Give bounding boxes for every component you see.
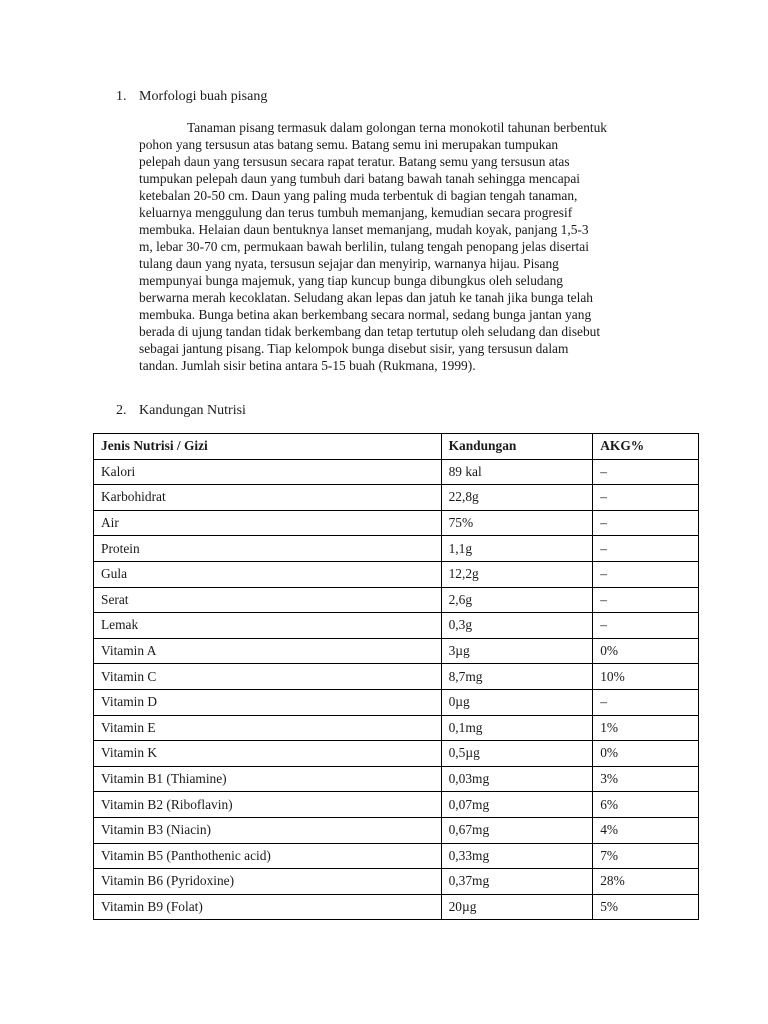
nutrient-amount-cell: 0,07mg <box>441 792 593 818</box>
paragraph-line: tandan. Jumlah sisir betina antara 5-15 buah (Rukmana, 1999). <box>139 358 476 373</box>
nutrient-name-cell: Vitamin C <box>94 664 442 690</box>
header-content: Kandungan <box>441 434 593 460</box>
nutrient-name-cell: Vitamin B6 (Pyridoxine) <box>94 869 442 895</box>
nutrient-amount-cell: 0,67mg <box>441 817 593 843</box>
section-1-number: 1. <box>116 89 127 104</box>
nutrient-akg-cell: – <box>593 561 699 587</box>
nutrient-akg-cell: 4% <box>593 817 699 843</box>
nutrient-name-cell: Kalori <box>94 459 442 485</box>
nutrient-akg-cell: 10% <box>593 664 699 690</box>
header-nutrient: Jenis Nutrisi / Gizi <box>94 434 442 460</box>
nutrient-name-cell: Vitamin B5 (Panthothenic acid) <box>94 843 442 869</box>
nutrient-name-cell: Vitamin B2 (Riboflavin) <box>94 792 442 818</box>
paragraph-line: berada di ujung tandan tidak berkembang dan tetap tertutup oleh seludang dan disebut <box>139 324 601 339</box>
paragraph-line: ketebalan 20-50 cm. Daun yang paling muda terbentuk di bagian tengah tanaman, <box>139 188 578 203</box>
nutrient-amount-cell: 1,1g <box>441 536 593 562</box>
nutrient-amount-cell: 20µg <box>441 894 593 920</box>
section-1-heading <box>116 88 267 105</box>
nutrient-akg-cell: – <box>593 459 699 485</box>
table-row <box>94 638 699 664</box>
nutrient-name-cell: Air <box>94 510 442 536</box>
nutrient-akg-cell: 5% <box>593 894 699 920</box>
table-row <box>94 843 699 869</box>
nutrient-amount-cell: 2,6g <box>441 587 593 613</box>
paragraph-line: membuka. Bunga betina akan berkembang secara normal, sedang bunga jantan yang <box>139 307 592 322</box>
paragraph-line: berwarna merah kecoklatan. Seludang akan lepas dan jatuh ke tanah jika bunga telah <box>139 290 593 305</box>
nutrient-name-cell: Gula <box>94 561 442 587</box>
nutrient-amount-cell: 22,8g <box>441 485 593 511</box>
paragraph-line: keluarnya menggulung dan terus tumbuh memanjang, kemudian secara progresif <box>139 205 573 220</box>
table-row <box>94 510 699 536</box>
nutrient-name-cell: Vitamin K <box>94 741 442 767</box>
nutrient-akg-cell: – <box>593 536 699 562</box>
paragraph-line: Tanaman pisang termasuk dalam golongan terna monokotil tahunan berbentuk <box>187 120 608 135</box>
nutrient-amount-cell: 8,7mg <box>441 664 593 690</box>
nutrient-akg-cell: – <box>593 510 699 536</box>
nutrient-akg-cell: – <box>593 587 699 613</box>
table-row <box>94 689 699 715</box>
nutrient-amount-cell: 0,5µg <box>441 741 593 767</box>
table-row <box>94 561 699 587</box>
nutrient-akg-cell: 6% <box>593 792 699 818</box>
nutrient-name-cell: Protein <box>94 536 442 562</box>
nutrient-name-cell: Vitamin B1 (Thiamine) <box>94 766 442 792</box>
section-2-title: Kandungan Nutrisi <box>139 403 246 418</box>
table-header-row <box>94 434 699 460</box>
paragraph-line: sebagai jantung pisang. Tiap kelompok bunga disebut sisir, yang tersusun dalam <box>139 341 569 356</box>
table-row <box>94 459 699 485</box>
table-row <box>94 587 699 613</box>
nutrient-name-cell: Vitamin D <box>94 689 442 715</box>
table-row <box>94 536 699 562</box>
table-row <box>94 869 699 895</box>
nutrient-akg-cell: 7% <box>593 843 699 869</box>
section-2-number: 2. <box>116 403 127 418</box>
nutrient-name-cell: Vitamin A <box>94 638 442 664</box>
nutrient-amount-cell: 75% <box>441 510 593 536</box>
nutrient-akg-cell: 0% <box>593 638 699 664</box>
paragraph-line: mempunyai bunga majemuk, yang tiap kuncup bunga dibungkus oleh seludang <box>139 273 563 288</box>
nutrient-name-cell: Vitamin B9 (Folat) <box>94 894 442 920</box>
nutrient-amount-cell: 0,3g <box>441 613 593 639</box>
paragraph-line: tumpukan pelepah daun yang tumbuh dari batang bawah tanah sehingga mencapai <box>139 171 581 186</box>
table-row <box>94 613 699 639</box>
header-akg: AKG% <box>593 434 699 460</box>
nutrient-name-cell: Lemak <box>94 613 442 639</box>
table-row <box>94 894 699 920</box>
table-row <box>94 741 699 767</box>
nutrient-akg-cell: – <box>593 613 699 639</box>
paragraph-line: tulang daun yang nyata, tersusun sejajar dan menyirip, warnanya hijau. Pisang <box>139 256 559 271</box>
nutrient-amount-cell: 89 kal <box>441 459 593 485</box>
paragraph-line: pelepah daun yang tersusun secara rapat teratur. Batang semu yang tersusun atas <box>139 154 570 169</box>
nutrient-name-cell: Serat <box>94 587 442 613</box>
nutrient-amount-cell: 0,1mg <box>441 715 593 741</box>
nutrient-amount-cell: 0,03mg <box>441 766 593 792</box>
nutrient-name-cell: Vitamin B3 (Niacin) <box>94 817 442 843</box>
nutrition-table <box>93 433 699 920</box>
paragraph-line: membuka. Helaian daun bentuknya lanset memanjang, mudah koyak, panjang 1,5-3 <box>139 222 589 237</box>
nutrient-akg-cell: 3% <box>593 766 699 792</box>
nutrient-akg-cell: 1% <box>593 715 699 741</box>
section-2-heading <box>116 402 246 419</box>
nutrient-name-cell: Vitamin E <box>94 715 442 741</box>
paragraph-line: pohon yang tersusun atas batang semu. Batang semu ini merupakan tumpukan <box>139 137 559 152</box>
table-row <box>94 817 699 843</box>
nutrient-amount-cell: 0µg <box>441 689 593 715</box>
morphology-paragraph <box>139 119 674 374</box>
nutrient-name-cell: Karbohidrat <box>94 485 442 511</box>
paragraph-line: m, lebar 30-70 cm, permukaan bawah berlilin, tulang tengah penopang jelas disertai <box>139 239 589 254</box>
table-row <box>94 664 699 690</box>
table-row <box>94 485 699 511</box>
table-row <box>94 766 699 792</box>
nutrient-akg-cell: 28% <box>593 869 699 895</box>
nutrient-amount-cell: 3µg <box>441 638 593 664</box>
section-1-title: Morfologi buah pisang <box>139 89 268 104</box>
nutrient-akg-cell: – <box>593 689 699 715</box>
table-row <box>94 715 699 741</box>
nutrient-amount-cell: 0,33mg <box>441 843 593 869</box>
nutrient-akg-cell: – <box>593 485 699 511</box>
nutrient-akg-cell: 0% <box>593 741 699 767</box>
table-row <box>94 792 699 818</box>
nutrient-amount-cell: 0,37mg <box>441 869 593 895</box>
nutrient-amount-cell: 12,2g <box>441 561 593 587</box>
nutrition-table-body <box>94 459 699 920</box>
